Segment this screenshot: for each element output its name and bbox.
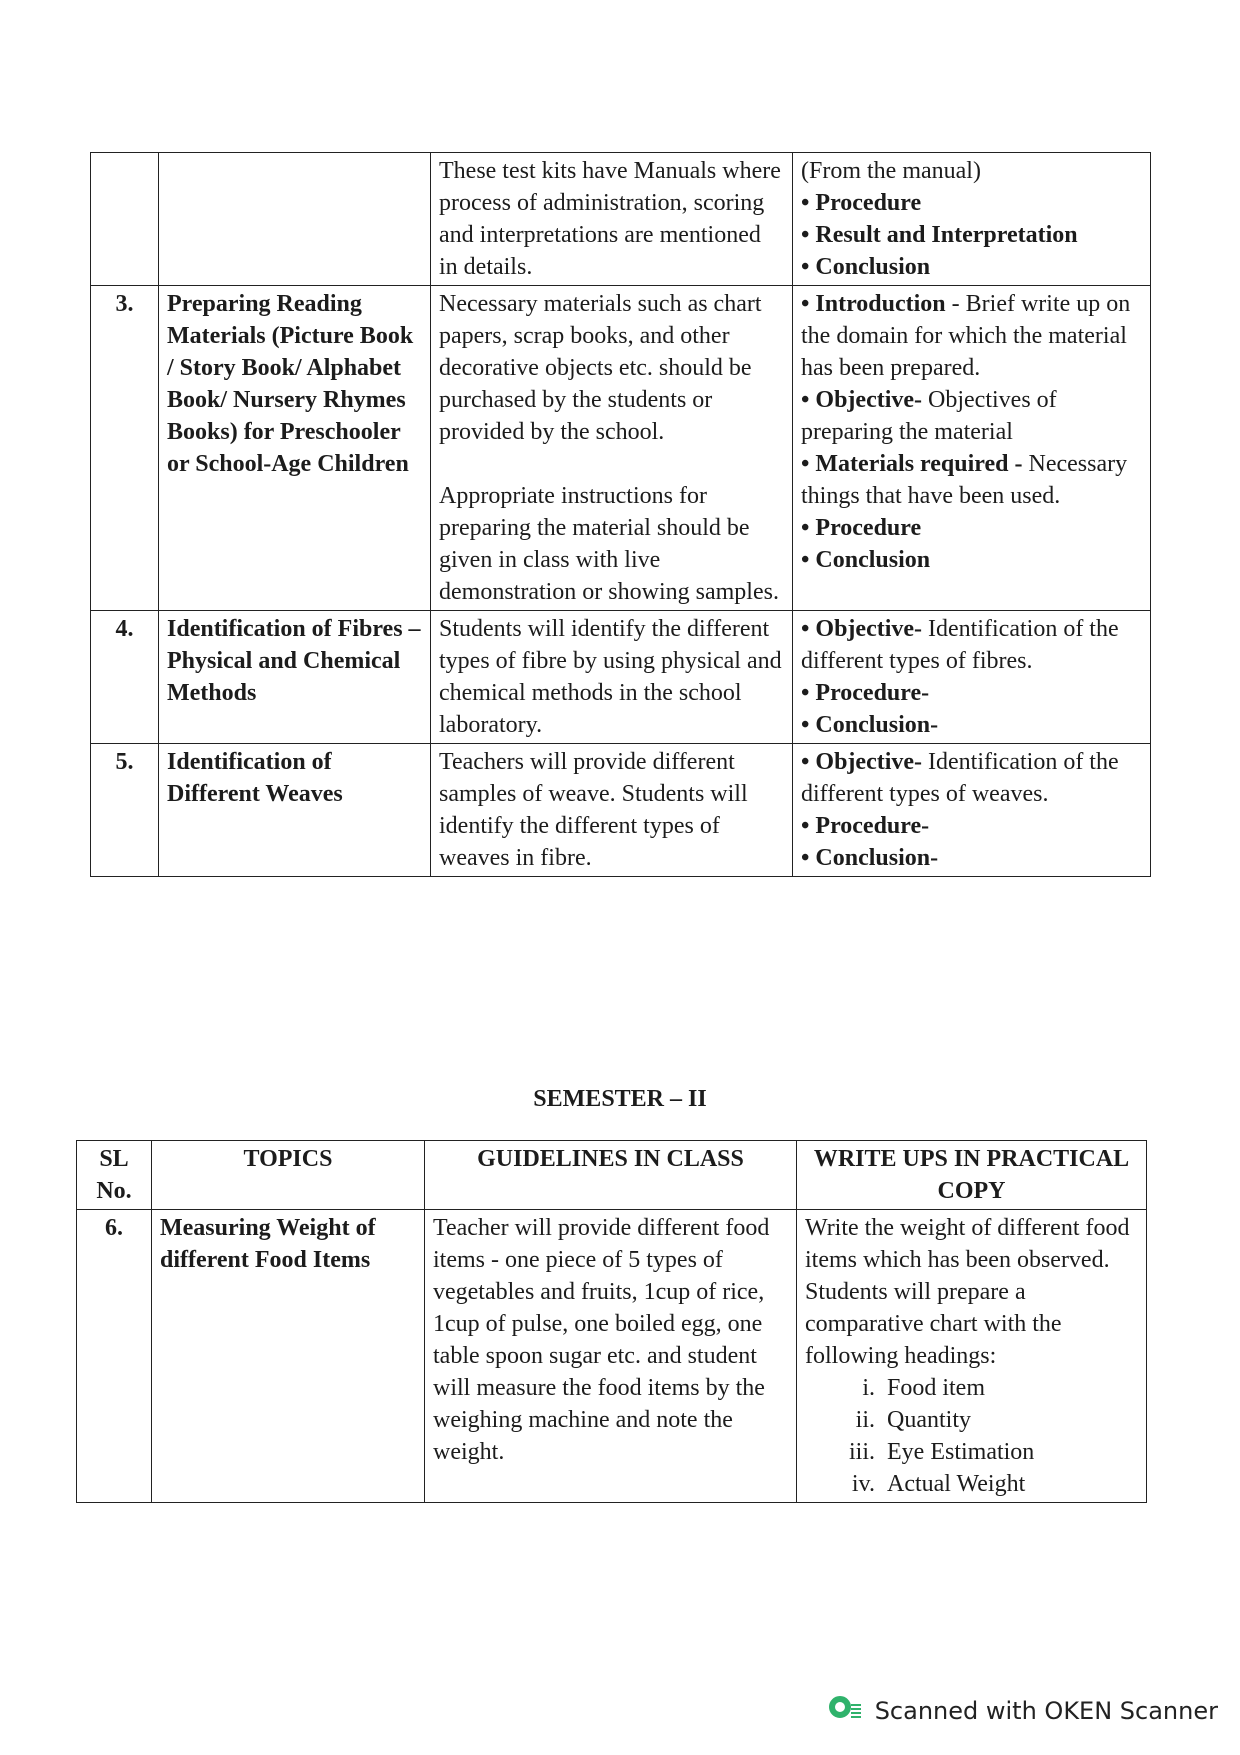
list-item: iv. Actual Weight bbox=[851, 1471, 1026, 1497]
watermark-text: Scanned with OKEN Scanner bbox=[874, 1697, 1218, 1725]
table-row-continued bbox=[91, 153, 1151, 286]
writeups-cell: • Objective- Identification of the different types of weaves. • Procedure- • Conclusion- bbox=[793, 744, 1151, 877]
header-sl: SL No. bbox=[77, 1141, 152, 1210]
header-writeups: WRITE UPS IN PRACTICAL COPY bbox=[797, 1141, 1147, 1210]
header-guidelines: GUIDELINES IN CLASS bbox=[425, 1141, 797, 1210]
sl-cell: 3. bbox=[91, 286, 159, 611]
list-item: i. Food item bbox=[862, 1375, 986, 1401]
list-item: iii. Eye Estimation bbox=[848, 1439, 1035, 1465]
sl-cell: 6. bbox=[77, 1210, 152, 1503]
table-row bbox=[91, 611, 1151, 744]
table-row bbox=[91, 744, 1151, 877]
topic-cell: Identification of Different Weaves bbox=[159, 744, 431, 877]
sl-cell: 4. bbox=[91, 611, 159, 744]
table-header-row bbox=[77, 1141, 1147, 1210]
writeups-cell: (From the manual) • Procedure • Result and Interpretation • Conclusion bbox=[793, 153, 1151, 286]
guidelines-cell: Students will identify the different types of fibre by using physical and chemical methods in the school laboratory. bbox=[431, 611, 793, 744]
guidelines-cell: Teacher will provide different food items - one piece of 5 types of vegetables and fruits, 1cup of rice, 1cup of pulse, one boiled egg, one table spoon sugar etc. and student will measure the food items by the weighing machine and note the weight. bbox=[425, 1210, 797, 1503]
writeups-cell: • Objective- Identification of the different types of fibres. • Procedure- • Conclusion- bbox=[793, 611, 1151, 744]
oken-scanner-logo-icon bbox=[827, 1694, 861, 1728]
list-item: ii. Quantity bbox=[855, 1407, 971, 1433]
topic-cell: Measuring Weight of different Food Items bbox=[152, 1210, 425, 1503]
topic-cell: Preparing Reading Materials (Picture Book / Story Book/ Alphabet Book/ Nursery Rhymes Books) for Preschooler or School-Age Children bbox=[159, 286, 431, 611]
scanner-watermark bbox=[827, 1694, 1218, 1728]
practical-table-continued bbox=[90, 152, 1151, 877]
sl-cell: 5. bbox=[91, 744, 159, 877]
guidelines-cell: Teachers will provide different samples of weave. Students will identify the different types of weaves in fibre. bbox=[431, 744, 793, 877]
topic-cell bbox=[159, 153, 431, 286]
sl-cell bbox=[91, 153, 159, 286]
topic-cell: Identification of Fibres – Physical and Chemical Methods bbox=[159, 611, 431, 744]
header-topics: TOPICS bbox=[152, 1141, 425, 1210]
writeups-cell: • Introduction - Brief write up on the domain for which the material has been prepared. • Objective- Objectives of preparing the material • Materials required - Necessary things that have been used. • Procedure • Conclusion bbox=[793, 286, 1151, 611]
writeups-cell: Write the weight of different food items which has been observed. Students will prepare a comparative chart with the following headings: i. Food item ii. Quantity iii. Eye Estimation iv. Actual Weight bbox=[797, 1210, 1147, 1503]
semester-heading: SEMESTER – II bbox=[533, 1086, 707, 1112]
table-row bbox=[77, 1210, 1147, 1503]
guidelines-cell: These test kits have Manuals where process of administration, scoring and interpretations are mentioned in details. bbox=[431, 153, 793, 286]
headings-list bbox=[805, 1372, 1138, 1500]
table-row bbox=[91, 286, 1151, 611]
guidelines-cell: Necessary materials such as chart papers, scrap books, and other decorative objects etc. should be purchased by the students or provided by the school. Appropriate instructions for preparing the material should be given in class with live demonstration or showing samples. bbox=[431, 286, 793, 611]
semester-2-table bbox=[76, 1140, 1147, 1503]
